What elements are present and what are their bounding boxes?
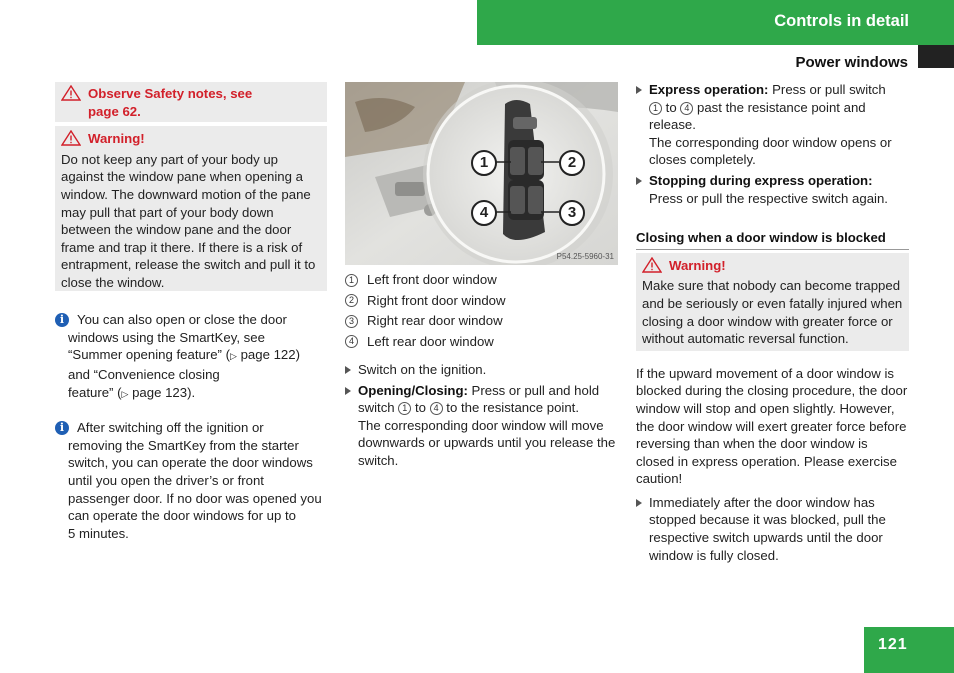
info1-line5a: feature” ( <box>68 384 122 400</box>
bullet-arrow-icon <box>636 86 642 94</box>
bullet-arrow-icon <box>636 177 642 185</box>
info1-line4: and “Convenience closing <box>68 366 220 382</box>
blocked-warning-text: Make sure that nobody can become trapped and be seriously or even fatally injured when closing a door window with greater force or without automatic reversal function. <box>642 278 903 347</box>
step2-text3: The corresponding door window will move downwards or upwards until you release the switch. <box>358 417 616 468</box>
section-title: Power windows <box>795 54 908 71</box>
blocked-paragraph: If the upward movement of a door window is blocked during the closing procedure, the door window will stop and open slightly. However, the door window will exert greater force before reversing than when the door window is closed in express operation. Please exercise caution! <box>636 365 908 487</box>
legend-list <box>345 270 618 352</box>
middle-column <box>345 270 618 470</box>
step2-line1 <box>358 382 618 400</box>
right-column <box>636 81 909 564</box>
express-line1 <box>649 81 909 99</box>
blocked-warning-heading: Warning! <box>669 257 726 273</box>
header-bar <box>477 0 954 45</box>
switch-num-from: 1 <box>649 102 662 115</box>
info1-line2: windows using the SmartKey, see <box>68 329 265 345</box>
section-tab-marker <box>918 45 954 68</box>
switch-num-to: 4 <box>680 102 693 115</box>
step2-text2b: to <box>411 400 430 416</box>
chapter-title: Controls in detail <box>774 12 909 30</box>
safety-note <box>61 85 321 120</box>
stopping-text: Press or pull the respective switch again. <box>649 190 888 206</box>
express-text4: The corresponding door window opens or closes completely. <box>649 134 892 168</box>
door-switch-illustration <box>345 82 618 265</box>
info2-rest: removing the SmartKey from the starter switch, you can operate the door windows until you open the driver’s or front passenger door. If no door was opened you can operate the door windows for up to 5 minutes. <box>68 437 322 541</box>
blocked-step-text: Immediately after the door window has stopped because it was blocked, pull the respective switch upwards until the door window is fully closed. <box>649 494 886 563</box>
callout-2: 2 <box>559 150 585 176</box>
page-ref-arrow-icon: ▷ <box>230 351 237 362</box>
step2-text2c: to the resistance point. <box>442 400 579 416</box>
page-number-box <box>864 627 954 673</box>
blocked-subheading: Closing when a door window is blocked <box>636 229 909 250</box>
legend-label: Right rear door window <box>367 313 503 329</box>
blocked-warning-heading-row <box>642 257 903 275</box>
step2-text2a: switch <box>358 400 399 416</box>
warning-box <box>55 126 327 291</box>
step-ignition <box>345 361 618 379</box>
step-opening-closing <box>345 382 618 470</box>
step2-text1: Press or pull and hold <box>467 382 600 398</box>
info1-line3 <box>68 346 327 366</box>
warning-heading-row <box>61 130 321 148</box>
info-note-smartkey <box>55 311 327 403</box>
warning-triangle-icon <box>642 257 662 273</box>
legend-item <box>345 311 618 332</box>
warning-triangle-icon <box>61 85 81 101</box>
callout-3: 3 <box>559 200 585 226</box>
page-ref-arrow-icon: ▷ <box>121 388 129 399</box>
safety-note-line1: Observe Safety notes, see <box>88 86 253 101</box>
express-text2c: past the resistance point and <box>693 99 866 115</box>
stopping-bold: Stopping during express operation: <box>649 172 873 188</box>
warning-triangle-icon <box>61 130 81 146</box>
info1-line3a: “Summer opening feature” ( <box>68 347 230 363</box>
info-icon: i <box>55 421 69 435</box>
blocked-warning-box <box>636 253 909 351</box>
legend-item <box>345 270 618 291</box>
express-text2b: to <box>662 99 681 115</box>
legend-item <box>345 332 618 353</box>
info2-line1: After switching off the ignition or <box>77 420 264 436</box>
legend-item <box>345 291 618 312</box>
express-text3: release. <box>649 117 696 133</box>
express-operation <box>636 81 909 169</box>
legend-num: 4 <box>345 335 358 348</box>
left-column <box>55 82 327 542</box>
stopping-express <box>636 172 909 207</box>
page-ref-123-link[interactable]: page 123). <box>128 384 196 400</box>
step-ignition-text: Switch on the ignition. <box>358 362 487 377</box>
page-ref-122-link[interactable]: page 122) <box>236 347 300 363</box>
callout-4: 4 <box>471 200 497 226</box>
legend-num: 2 <box>345 294 358 307</box>
callout-1: 1 <box>471 150 497 176</box>
blocked-step <box>636 494 909 564</box>
safety-note-link[interactable]: page 62. <box>88 103 141 119</box>
info1-line5 <box>68 384 327 404</box>
legend-label: Left front door window <box>367 272 497 288</box>
bullet-arrow-icon <box>345 366 351 374</box>
info-icon: i <box>55 313 69 327</box>
image-code: P54.25-5960-31 <box>556 252 614 261</box>
warning-text: Do not keep any part of your body up against the window pane when opening a window. The downward motion of the pane may pull that part of your body down between the window pane and the door frame and trap it there. If there is a risk of entrapment, release the switch and pull it to close the window. <box>61 151 316 290</box>
express-line2 <box>649 99 909 117</box>
express-bold: Express operation: <box>649 82 769 97</box>
safety-note-box <box>55 82 327 122</box>
bullet-arrow-icon <box>636 499 642 507</box>
step2-line2 <box>358 399 618 417</box>
info1-line1: You can also open or close the door <box>77 312 287 328</box>
step2-bold: Opening/Closing: <box>358 382 468 398</box>
page-number: 121 <box>878 636 908 653</box>
legend-label: Left rear door window <box>367 333 494 349</box>
info-note-ignition <box>55 419 327 542</box>
legend-label: Right front door window <box>367 292 506 308</box>
callout-leader-lines <box>345 82 618 265</box>
express-text1: Press or pull switch <box>768 82 886 97</box>
legend-num: 1 <box>345 274 358 287</box>
switch-num-to: 4 <box>430 402 443 415</box>
warning-heading: Warning! <box>88 131 145 147</box>
legend-num: 3 <box>345 315 358 328</box>
bullet-arrow-icon <box>345 387 351 395</box>
switch-num-from: 1 <box>398 402 411 415</box>
